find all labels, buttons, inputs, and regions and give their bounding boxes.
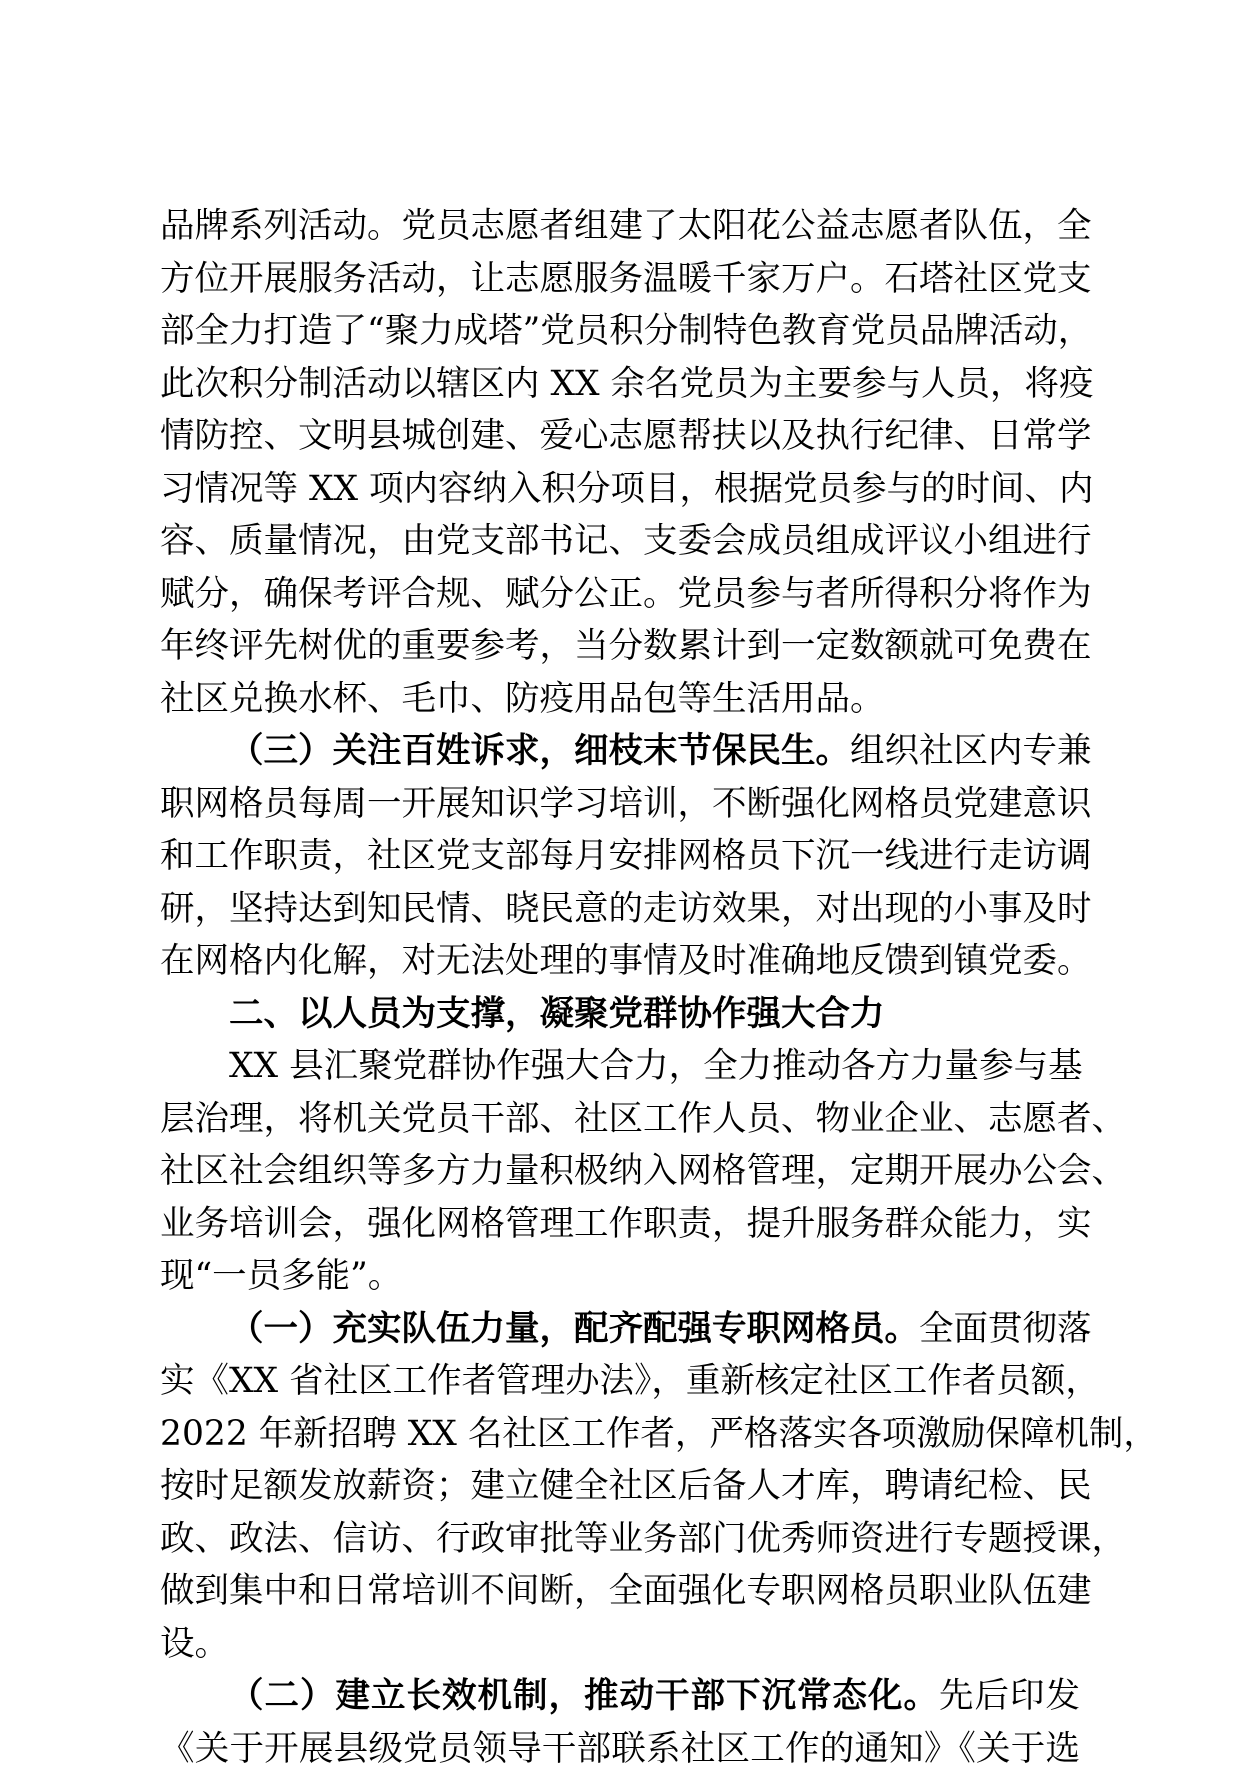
text-run: 先后印发	[939, 1676, 1080, 1716]
text-line	[160, 725, 1080, 778]
text-line: 做到集中和日常培训不间断，全面强化专职网格员职业队伍建	[160, 1565, 1080, 1618]
text-line: 实《XX 省社区工作者管理办法》，重新核定社区工作者员额，	[160, 1355, 1080, 1408]
paragraph-grid-workers	[160, 725, 1080, 988]
text-line: 在网格内化解，对无法处理的事情及时准确地反馈到镇党委。	[160, 935, 1080, 988]
text-line: 此次积分制活动以辖区内 XX 余名党员为主要参与人员，将疫	[160, 358, 1080, 411]
subheading-two: （二）建立长效机制，推动干部下沉常态化。	[229, 1676, 939, 1716]
text-line: 容、质量情况，由党支部书记、支委会成员组成评议小组进行	[160, 515, 1080, 568]
paragraph-long-term-mechanism	[160, 1670, 1080, 1775]
text-line: XX 县汇聚党群协作强大合力，全力推动各方力量参与基	[160, 1040, 1080, 1093]
paragraph-community-activities	[160, 200, 1080, 725]
text-line: 现“一员多能”。	[160, 1250, 1080, 1303]
text-line: 情防控、文明县城创建、爱心志愿帮扶以及执行纪律、日常学	[160, 410, 1080, 463]
paragraph-team-strength	[160, 1303, 1080, 1671]
section-heading: 二、以人员为支撑，凝聚党群协作强大合力	[160, 988, 1080, 1041]
subheading-three: （三）关注百姓诉求，细枝末节保民生。	[229, 731, 850, 771]
paragraph-party-mass-cooperation	[160, 1040, 1080, 1303]
text-line: 研，坚持达到知民情、晓民意的走访效果，对出现的小事及时	[160, 883, 1080, 936]
text-line: 设。	[160, 1618, 1080, 1671]
subheading-one: （一）充实队伍力量，配齐配强专职网格员。	[229, 1309, 919, 1349]
text-line: 社区兑换水杯、毛巾、防疫用品包等生活用品。	[160, 673, 1080, 726]
text-line: 赋分，确保考评合规、赋分公正。党员参与者所得积分将作为	[160, 568, 1080, 621]
text-line: 业务培训会，强化网格管理工作职责，提升服务群众能力，实	[160, 1198, 1080, 1251]
text-line: 社区社会组织等多方力量积极纳入网格管理，定期开展办公会、	[160, 1145, 1080, 1198]
text-line: 部全力打造了“聚力成塔”党员积分制特色教育党员品牌活动，	[160, 305, 1080, 358]
text-line: 方位开展服务活动，让志愿服务温暖千家万户。石塔社区党支	[160, 253, 1080, 306]
text-line: 和工作职责，社区党支部每月安排网格员下沉一线进行走访调	[160, 830, 1080, 883]
text-line: 习情况等 XX 项内容纳入积分项目，根据党员参与的时间、内	[160, 463, 1080, 516]
text-line: 职网格员每周一开展知识学习培训，不断强化网格员党建意识	[160, 778, 1080, 831]
text-line	[160, 1670, 1080, 1723]
text-line: 政、政法、信访、行政审批等业务部门优秀师资进行专题授课，	[160, 1513, 1080, 1566]
text-line	[160, 1303, 1080, 1356]
text-line: 《关于开展县级党员领导干部联系社区工作的通知》《关于选	[160, 1723, 1080, 1775]
text-line: 层治理，将机关党员干部、社区工作人员、物业企业、志愿者、	[160, 1093, 1080, 1146]
text-line: 年终评先树优的重要参考，当分数累计到一定数额就可免费在	[160, 620, 1080, 673]
text-run: 组织社区内专兼	[850, 731, 1092, 771]
document-page	[160, 200, 1080, 1775]
text-run: 全面贯彻落	[919, 1309, 1092, 1349]
text-line: 品牌系列活动。党员志愿者组建了太阳花公益志愿者队伍，全	[160, 200, 1080, 253]
text-line: 2022 年新招聘 XX 名社区工作者，严格落实各项激励保障机制，	[160, 1408, 1080, 1461]
text-line: 按时足额发放薪资；建立健全社区后备人才库，聘请纪检、民	[160, 1460, 1080, 1513]
